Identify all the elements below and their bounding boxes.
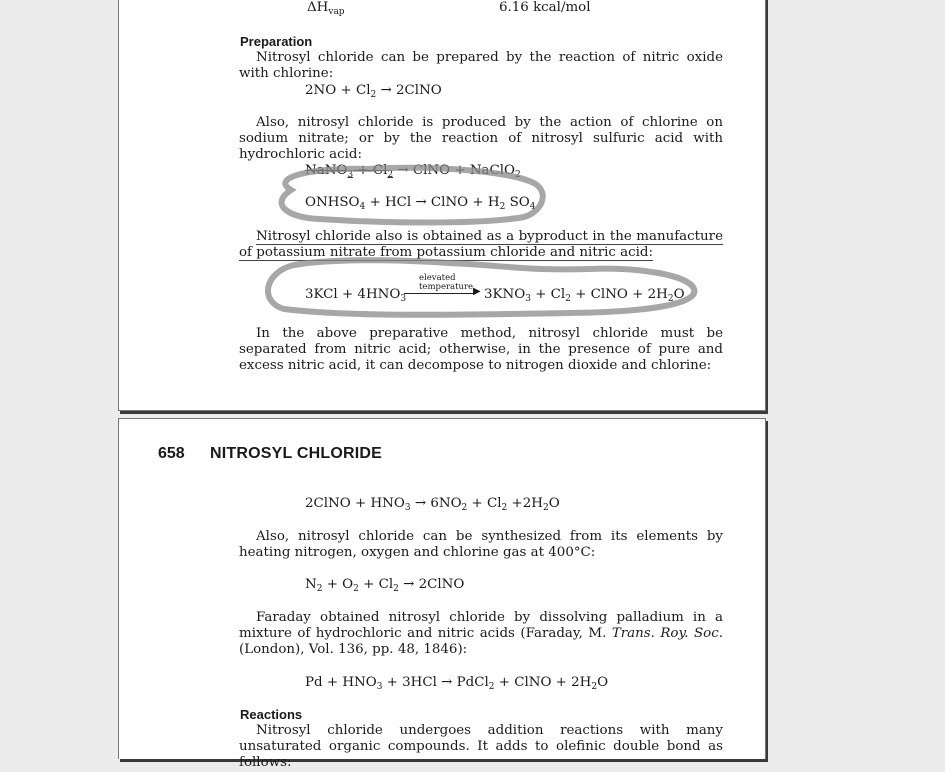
paragraph-sodium-nitrate: Also, nitrosyl chloride is produced by the action of chlorine on sodium nitrate; or by the reaction of nitrosyl sulfuric acid with hydrochloric acid:: [239, 115, 723, 163]
equation-clno-hno3: 2ClNO + $HNO_3 \to 6NO_2 + Cl_2 +2H_2O$: [305, 496, 560, 513]
paragraph-decompose: In the above preparative method, nitrosyl chloride must be separated from nitric acid; otherwise, in the presence of pure and excess nitric acid, it can decompose to nitrogen dioxide and chlorine:: [239, 326, 723, 374]
book-page-bottom: [118, 418, 766, 771]
journal-name: Trans. Roy. Soc.: [611, 626, 723, 642]
equation-nano3: NaNO$_3$ + $Cl_2$ → ClNO + NaClO$_2$: [305, 163, 521, 180]
equation-palladium: $Pd + HNO_3 + 3HCl$ → PdCl$_2$ + ClNO + $2H_2O$: [305, 675, 609, 692]
equation-kcl-left: $3KCl + 4HNO_3$: [305, 287, 407, 304]
book-page-top: [118, 0, 766, 411]
property-label: $\Delta H_{vap}$: [307, 0, 345, 17]
arrow-condition-temperature: temperature: [419, 282, 474, 292]
page-title: NITROSYL CHLORIDE: [210, 445, 383, 462]
paragraph-byproduct: Nitrosyl chloride also is obtained as a byproduct in the manufacture of potassium nitrate from potassium chloride and nitric acid:: [239, 229, 723, 261]
equation-no-cl2: $2NO + Cl_2$ → 2ClNO: [305, 83, 442, 100]
arrow-condition-elevated: elevated: [419, 273, 456, 283]
section-heading-preparation: Preparation: [240, 34, 313, 49]
reaction-arrow-head-icon: ▶: [473, 286, 481, 297]
equation-kcl-right: $3KNO_3 + Cl_2$ + ClNO + $2H_2O$: [484, 287, 685, 304]
section-heading-reactions: Reactions: [240, 707, 303, 722]
property-value: 6.16 kcal/mol: [499, 0, 591, 15]
paragraph-preparation-intro: Nitrosyl chloride can be prepared by the reaction of nitric oxide with chlorine:: [239, 50, 723, 82]
page-number: 658: [158, 445, 185, 462]
equation-elements: $N_2 + O_2 + Cl_2$ → 2ClNO: [305, 577, 465, 594]
paragraph-faraday: Faraday obtained nitrosyl chloride by dissolving palladium in a mixture of hydrochloric and nitric acids (Faraday, M. Trans. Roy. Soc. (London), Vol. 136, pp. 48, 1846):: [239, 610, 723, 658]
paragraph-reactions: Nitrosyl chloride undergoes addition reactions with many unsaturated organic compounds. It adds to olefinic double bond as follows:: [239, 723, 723, 771]
equation-onhso4: $ONHSO_4$ + HCl → ClNO + $H_2$ $SO_4$: [305, 195, 536, 212]
paragraph-synthesis-elements: Also, nitrosyl chloride can be synthesized from its elements by heating nitrogen, oxygen and chlorine gas at 400°C:: [239, 529, 723, 561]
reaction-arrow-line: [404, 293, 476, 294]
